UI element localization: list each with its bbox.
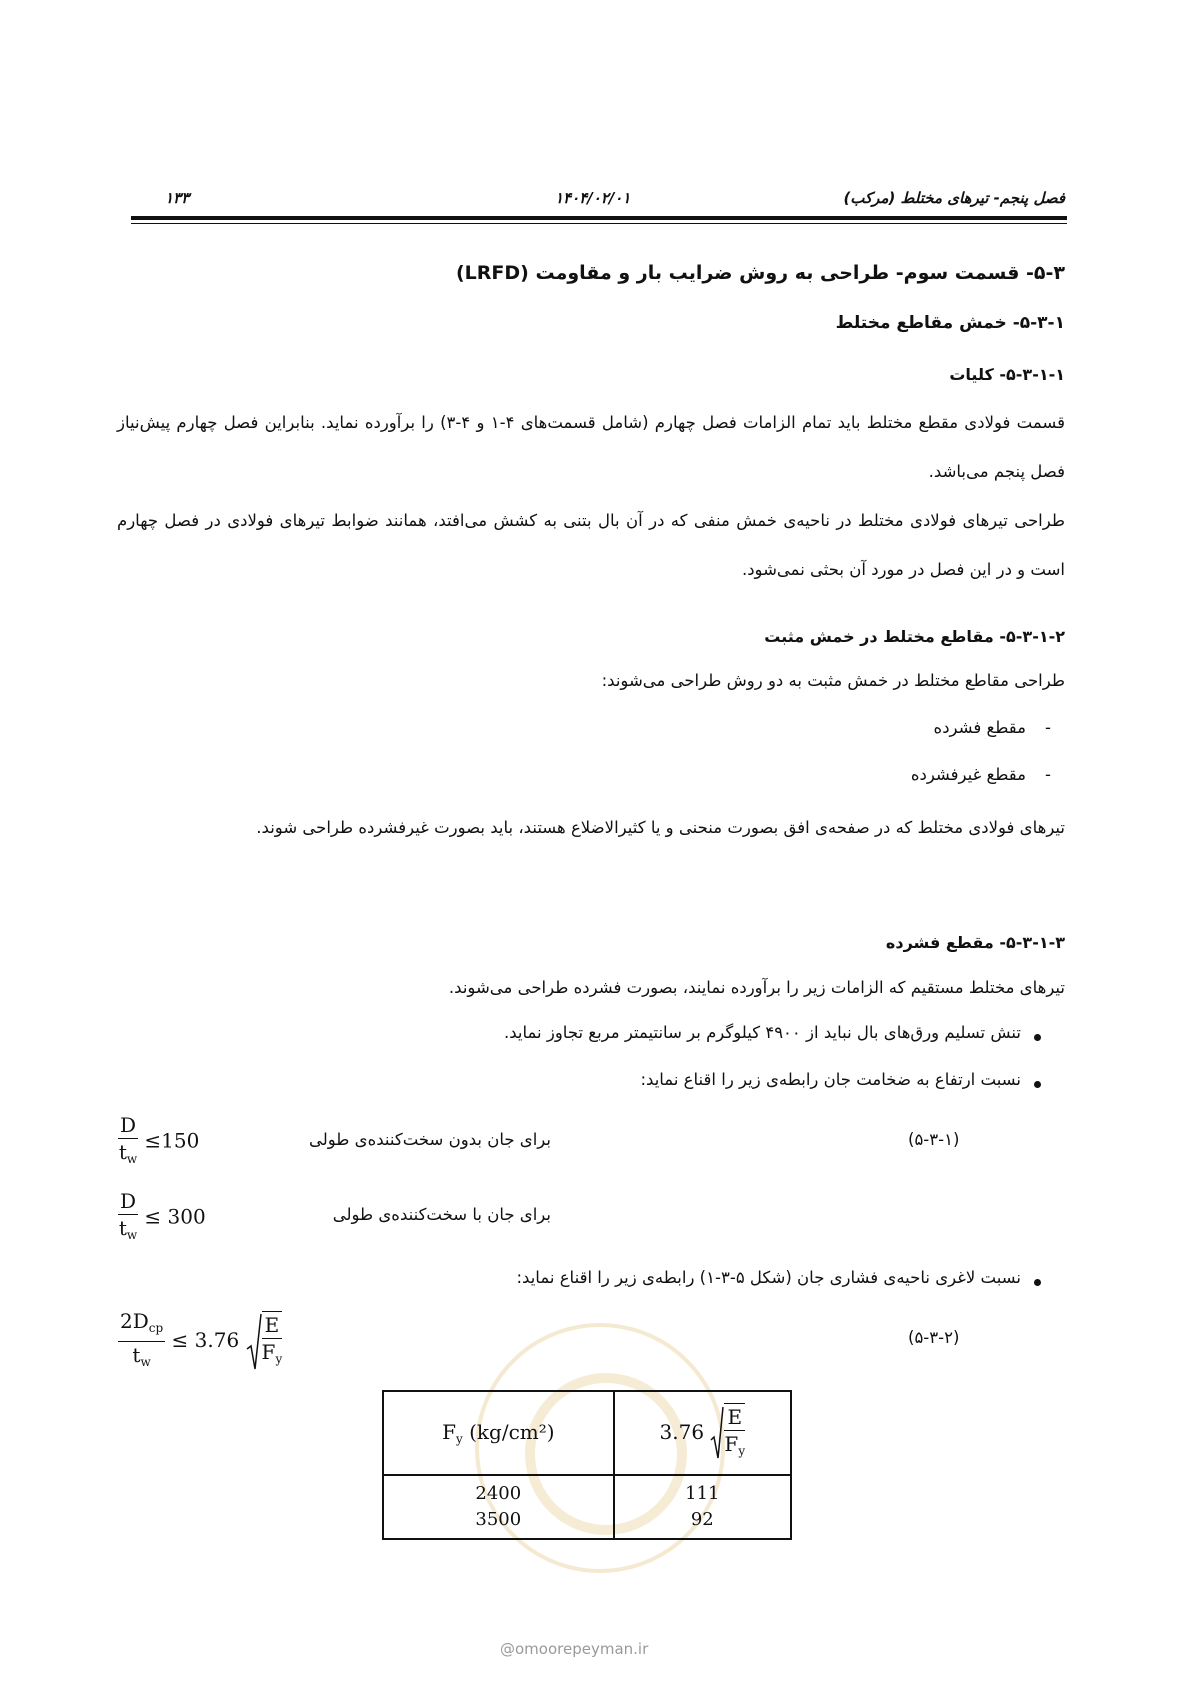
paragraph-steel-requirements: قسمت فولادی مقطع مختلط باید تمام الزامات فصل چهارم (شامل قسمت‌های ۴-۱ و ۴-۳) را برآورده نماید. بنابراین فصل چهارم پیش‌نیاز فصل پنجم می‌باشد. — [117, 413, 1065, 481]
table-cell-fy — [383, 1475, 614, 1539]
header-date: ۱۴۰۴/۰۲/۰۱ — [555, 189, 631, 207]
table-value: 92 — [690, 1509, 714, 1530]
eq-subscript: w — [126, 1152, 138, 1166]
paragraph-two-methods: طراحی مقاطع مختلط در خمش مثبت به دو روش طراحی می‌شوند: — [601, 671, 1065, 690]
eq-subscript: w — [140, 1355, 151, 1369]
paragraph-compact-requirements: تیرهای مختلط مستقیم که الزامات زیر را برآورده نمایند، بصورت فشرده طراحی می‌شوند. — [448, 978, 1065, 997]
table-header-fy — [383, 1391, 614, 1475]
eq-numerator: E — [262, 1312, 283, 1339]
eq-denominator: t — [118, 1216, 127, 1240]
subsubsection-heading-compact: ۵-۳-۱-۳- مقطع فشرده — [885, 933, 1065, 952]
sqrt-symbol — [710, 1403, 745, 1464]
sqrt-symbol — [246, 1311, 283, 1372]
chapter-title: فصل پنجم- تیرهای مختلط (مرکب) — [843, 189, 1065, 207]
eq-subscript: y — [275, 1352, 283, 1366]
eq1a-description: برای جان بدون سخت‌کننده‌ی طولی — [308, 1130, 551, 1149]
radical-sign-icon — [246, 1313, 262, 1371]
page-number: ۱۳۳ — [165, 189, 190, 207]
header-rule-thin — [131, 223, 1067, 224]
table-header-numerator: E — [724, 1404, 745, 1431]
eq-rhs: ≤150 — [144, 1128, 200, 1153]
eq-numerator: D — [120, 1189, 137, 1213]
subsection-heading: ۵-۳-۱- خمش مقاطع مختلط — [835, 313, 1065, 333]
equation-number: (۵-۳-۱) — [908, 1130, 960, 1149]
eq-subscript: w — [126, 1228, 138, 1242]
eq1b-description: برای جان با سخت‌کننده‌ی طولی — [332, 1205, 551, 1224]
bullet-item: نسبت ارتفاع به ضخامت جان رابطه‌ی زیر را اقناع نماید: — [640, 1070, 1021, 1089]
bullet-item: نسبت لاغری ناحیه‌ی فشاری جان (شکل ۵-۳-۱) رابطه‌ی زیر را اقناع نماید: — [516, 1268, 1021, 1287]
table-value: 111 — [685, 1483, 720, 1504]
list-item: مقطع فشرده — [933, 718, 1026, 737]
eq-denominator: t — [118, 1140, 127, 1164]
dash-marker: - — [1045, 765, 1051, 784]
table-row — [383, 1475, 791, 1539]
eq-numerator: 2D — [120, 1309, 149, 1333]
eq-numerator: D — [120, 1113, 137, 1137]
equation-number: (۵-۳-۲) — [908, 1328, 960, 1347]
bullet-marker — [1034, 1279, 1041, 1286]
eq-rhs: ≤ 300 — [144, 1204, 206, 1229]
table-header-coefficient: 3.76 — [659, 1419, 705, 1444]
subsubsection-heading-positive: ۵-۳-۱-۲- مقاطع مختلط در خمش مثبت — [764, 627, 1065, 646]
table-cell-limit — [614, 1475, 791, 1539]
section-heading: ۵-۳- قسمت سوم- طراحی به روش ضرایب بار و مقاومت (LRFD) — [455, 262, 1065, 284]
watermark-url: @omoorepeyman.ir — [500, 1640, 649, 1658]
table-header-subscript: y — [738, 1443, 746, 1458]
eq-rhs: ≤ 3.76 — [171, 1328, 240, 1352]
equation-web-ratio-unstiffened — [118, 1112, 199, 1172]
table-header-unit: (kg/cm²) — [469, 1420, 555, 1444]
table-header-symbol: F — [442, 1420, 456, 1444]
paragraph-curved-beams: تیرهای فولادی مختلط که در صفحه‌ی افق بصورت منحنی و یا کثیرالاضلاع هستند، باید بصورت غیرفشرده طراحی شوند. — [256, 818, 1065, 837]
bullet-item: تنش تسلیم ورق‌های بال نباید از ۴۹۰۰ کیلوگرم بر سانتیمتر مربع تجاوز نماید. — [503, 1023, 1021, 1042]
list-item: مقطع غیرفشرده — [910, 765, 1026, 784]
header-rule-thick — [131, 216, 1067, 220]
radical-sign-icon — [710, 1406, 724, 1460]
bullet-marker — [1034, 1081, 1041, 1088]
table-value: 2400 — [475, 1483, 522, 1504]
table-value: 3500 — [475, 1509, 522, 1530]
dash-marker: - — [1045, 718, 1051, 737]
bullet-marker — [1034, 1034, 1041, 1041]
table-header-limit — [614, 1391, 791, 1475]
eq-denominator: F — [261, 1340, 276, 1364]
eq-denominator: t — [132, 1343, 141, 1367]
yield-stress-table — [382, 1390, 792, 1540]
equation-web-ratio-stiffened — [118, 1188, 206, 1248]
eq-subscript: cp — [148, 1321, 164, 1335]
table-header-subscript: y — [455, 1432, 463, 1446]
table-header-denominator: F — [724, 1431, 739, 1456]
equation-compression-slenderness — [118, 1308, 282, 1375]
subsubsection-heading-general: ۵-۳-۱-۱- کلیات — [949, 365, 1065, 384]
paragraph-negative-moment: طراحی تیرهای فولادی مختلط در ناحیه‌ی خمش منفی که در آن بال بتنی به کشش می‌افتد، همانند ضوابط تیرهای فولادی در فصل چهارم است و در این فصل در مورد آن بحثی نمی‌شود. — [117, 511, 1065, 579]
